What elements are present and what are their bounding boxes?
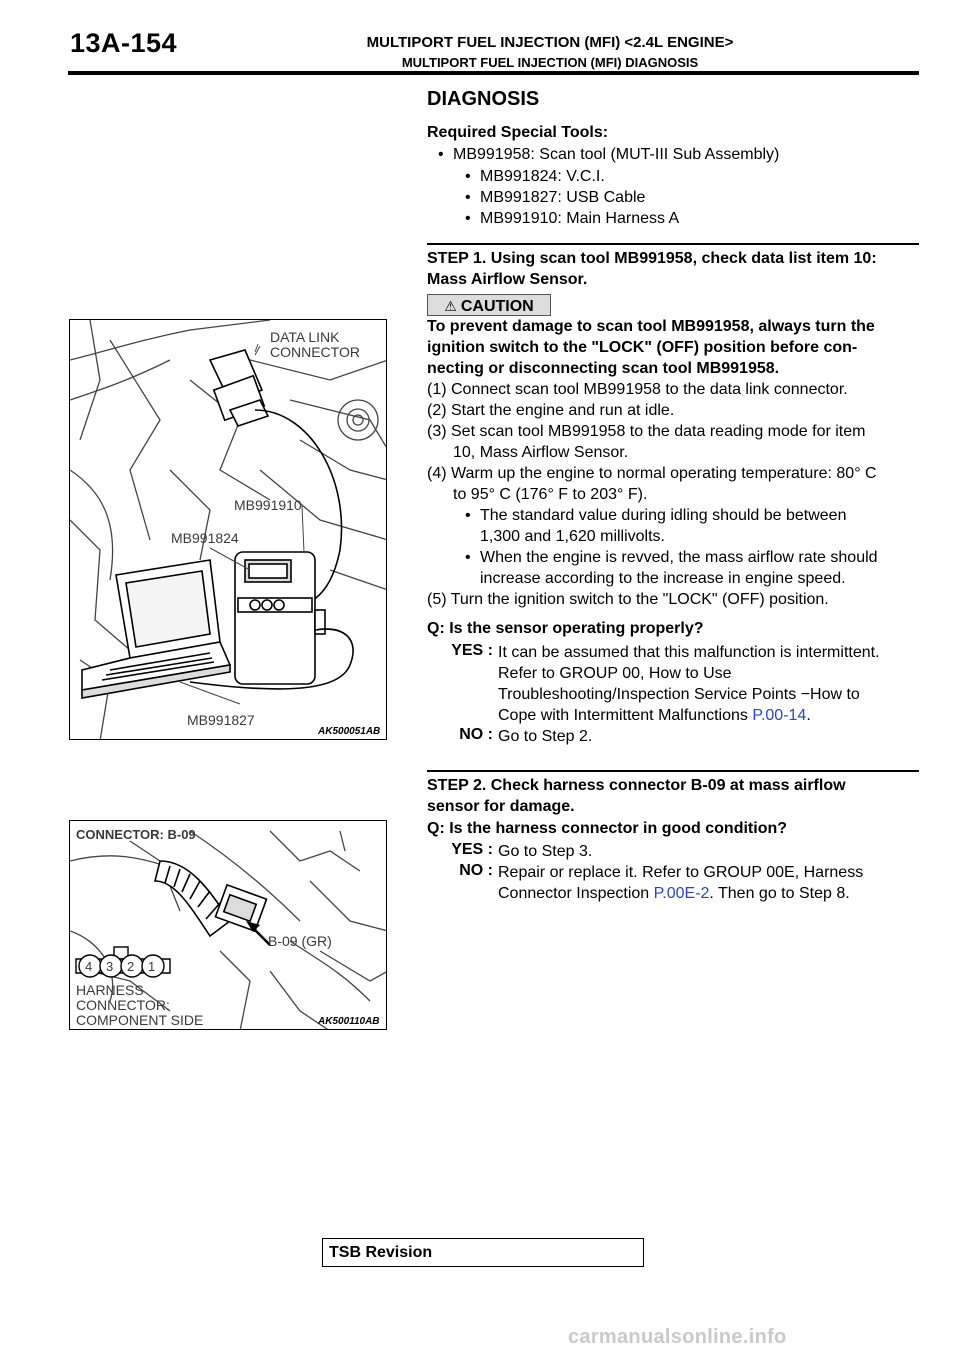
tool-item: • MB991958: Scan tool (MUT-III Sub Assembly) xyxy=(453,144,945,165)
watermark: carmanualsonline.info xyxy=(568,1326,787,1348)
procedure-step: (1) Connect scan tool MB991958 to the data link connector. xyxy=(427,381,848,398)
label-mb991827: MB991827 xyxy=(187,712,255,728)
tool-item: • MB991824: V.C.I. xyxy=(480,166,960,187)
tsb-revision-box: TSB Revision xyxy=(322,1238,644,1267)
procedure-step: (4) Warm up the engine to normal operating temperature: 80° C xyxy=(427,465,877,482)
no-text: Connector Inspection P.00E-2. Then go to Step 8. xyxy=(498,885,850,902)
procedure-step: to 95° C (176° F to 203° F). xyxy=(453,486,648,503)
procedure-step: (3) Set scan tool MB991958 to the data reading mode for item xyxy=(427,423,866,440)
page-link[interactable]: P.00-14 xyxy=(752,707,807,724)
label-data-link-connector: DATA LINK CONNECTOR xyxy=(270,329,360,360)
step1-question: Q: Is the sensor operating properly? xyxy=(427,620,704,637)
no-text: Go to Step 2. xyxy=(498,728,593,745)
pin-number: 3 xyxy=(106,959,114,974)
tool-item: • MB991827: USB Cable xyxy=(480,187,960,208)
header-title: MULTIPORT FUEL INJECTION (MFI) <2.4L ENGINE> xyxy=(366,34,734,51)
step1-title: Mass Airflow Sensor. xyxy=(427,271,588,288)
figure-harness-connector xyxy=(69,820,387,1030)
no-label: NO : xyxy=(459,862,493,879)
pin-number: 2 xyxy=(127,959,135,974)
step2-title: STEP 2. Check harness connector B-09 at mass airflow xyxy=(427,777,846,794)
label-b09-gr: B-09 (GR) xyxy=(268,933,332,949)
tools-heading: Required Special Tools: xyxy=(427,124,609,141)
pin-number: 1 xyxy=(148,959,156,974)
yes-text: Cope with Intermittent Malfunctions P.00-14. xyxy=(498,707,811,724)
spec-bullet: 1,300 and 1,620 millivolts. xyxy=(480,528,665,545)
caution-text: necting or disconnecting scan tool MB991958. xyxy=(427,360,780,377)
caution-label: CAUTION xyxy=(460,298,534,315)
warning-icon: ⚠ xyxy=(444,298,457,314)
tool-item: • MB991910: Main Harness A xyxy=(480,208,960,229)
step1-title: STEP 1. Using scan tool MB991958, check data list item 10: xyxy=(427,250,877,267)
yes-text: It can be assumed that this malfunction is intermittent. xyxy=(498,644,880,661)
step1-rule xyxy=(427,243,919,245)
yes-text: Refer to GROUP 00, How to Use xyxy=(498,665,732,682)
procedure-step: (5) Turn the ignition switch to the "LOCK" (OFF) position. xyxy=(427,591,829,608)
procedure-step: (2) Start the engine and run at idle. xyxy=(427,402,675,419)
yes-label: YES : xyxy=(451,841,493,858)
yes-label: YES : xyxy=(451,642,493,659)
diagnosis-heading: DIAGNOSIS xyxy=(427,88,540,110)
spec-bullet: • The standard value during idling should be between xyxy=(480,505,920,526)
header-rule xyxy=(68,71,919,75)
no-label: NO : xyxy=(459,726,493,743)
figure-scan-tool-connection xyxy=(69,319,387,740)
step2-question: Q: Is the harness connector in good condition? xyxy=(427,820,788,837)
caution-text: To prevent damage to scan tool MB991958, always turn the xyxy=(427,318,875,335)
no-text: Repair or replace it. Refer to GROUP 00E, Harness xyxy=(498,864,864,881)
spec-bullet: • When the engine is revved, the mass airflow rate should xyxy=(480,547,920,568)
yes-text: Troubleshooting/Inspection Service Points −How to xyxy=(498,686,860,703)
header-subtitle: MULTIPORT FUEL INJECTION (MFI) DIAGNOSIS xyxy=(401,55,699,70)
figure-code: AK500051AB xyxy=(318,726,381,737)
caution-badge xyxy=(427,294,551,316)
page-link[interactable]: P.00E-2 xyxy=(653,885,710,902)
label-mb991824: MB991824 xyxy=(171,530,239,546)
step2-title: sensor for damage. xyxy=(427,798,575,815)
label-mb991910: MB991910 xyxy=(234,497,302,513)
procedure-step: 10, Mass Airflow Sensor. xyxy=(453,444,629,461)
caution-text: ignition switch to the "LOCK" (OFF) position before con- xyxy=(427,339,858,356)
spec-bullet: increase according to the increase in engine speed. xyxy=(480,570,846,587)
page-number: 13A-154 xyxy=(70,28,178,58)
pin-number: 4 xyxy=(85,959,93,974)
step2-rule xyxy=(427,770,919,772)
label-harness-component-side: HARNESS CONNECTOR: COMPONENT SIDE xyxy=(76,982,204,1028)
label-connector-b09: CONNECTOR: B-09 xyxy=(76,827,196,842)
yes-text: Go to Step 3. xyxy=(498,843,593,860)
figure-code: AK500110AB xyxy=(318,1016,380,1027)
